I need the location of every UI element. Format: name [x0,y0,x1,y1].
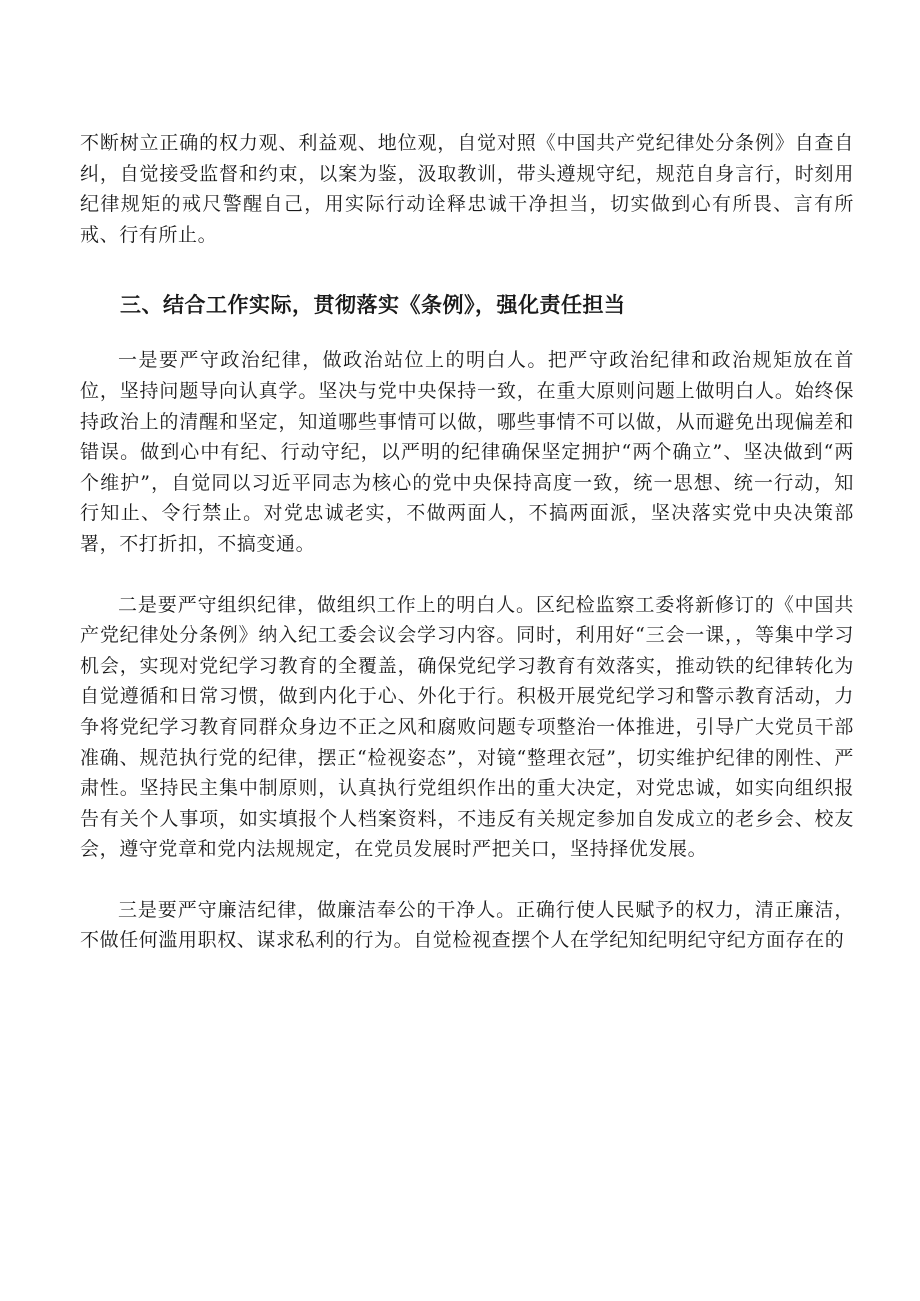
paragraph-integrity-discipline: 三是要严守廉洁纪律，做廉洁奉公的干净人。正确行使人民赋予的权力，清正廉洁，不做任何滥用职权、谋求私利的行为。自觉检视查摆个人在学纪知纪明纪守纪方面存在的 [80,898,854,952]
paragraph-political-discipline: 一是要严守政治纪律，做政治站位上的明白人。把严守政治纪律和政治规矩放在首位，坚持问题导向认真学。坚决与党中央保持一致，在重大原则问题上做明白人。始终保持政治上的清醒和坚定，知道哪些事情可以做，哪些事情不可以做，从而避免出现偏差和错误。做到心中有纪、行动守纪，以严明的纪律确保坚定拥护“两个确立”、坚决做到“两个维护”，自觉同以习近平同志为核心的党中央保持高度一致，统一思想、统一行动，知行知止、令行禁止。对党忠诚老实，不做两面人，不搞两面派，坚决落实党中央决策部署，不打折扣，不搞变通。 [80,349,854,555]
document-page [80,128,854,956]
section-heading: 三、结合工作实际，贯彻落实《条例》，强化责任担当 [120,293,626,318]
intro-paragraph: 不断树立正确的权力观、利益观、地位观，自觉对照《中国共产党纪律处分条例》自查自纠，自觉接受监督和约束，以案为鉴，汲取教训，带头遵规守纪，规范自身言行，时刻用纪律规矩的戒尺警醒自己，用实际行动诠释忠诚干净担当，切实做到心有所畏、言有所戒、行有所止。 [80,132,854,246]
paragraph-organizational-discipline: 二是要严守组织纪律，做组织工作上的明白人。区纪检监察工委将新修订的《中国共产党纪律处分条例》纳入纪工委会议会学习内容。同时，利用好“三会一课，，等集中学习机会，实现对党纪学习教育的全覆盖，确保党纪学习教育有效落实，推动铁的纪律转化为自觉遵循和日常习惯，做到内化于心、外化于行。积极开展党纪学习和警示教育活动，力争将党纪学习教育同群众身边不正之风和腐败问题专项整治一体推进，引导广大党员干部准确、规范执行党的纪律，摆正“检视姿态”，对镜“整理衣冠”，切实维护纪律的刚性、严肃性。坚持民主集中制原则，认真执行党组织作出的重大决定，对党忠诚，如实向组织报告有关个人事项，如实填报个人档案资料，不违反有关规定参加自发成立的老乡会、校友会，遵守党章和党内法规规定，在党员发展时严把关口，坚持择优发展。 [80,593,854,861]
